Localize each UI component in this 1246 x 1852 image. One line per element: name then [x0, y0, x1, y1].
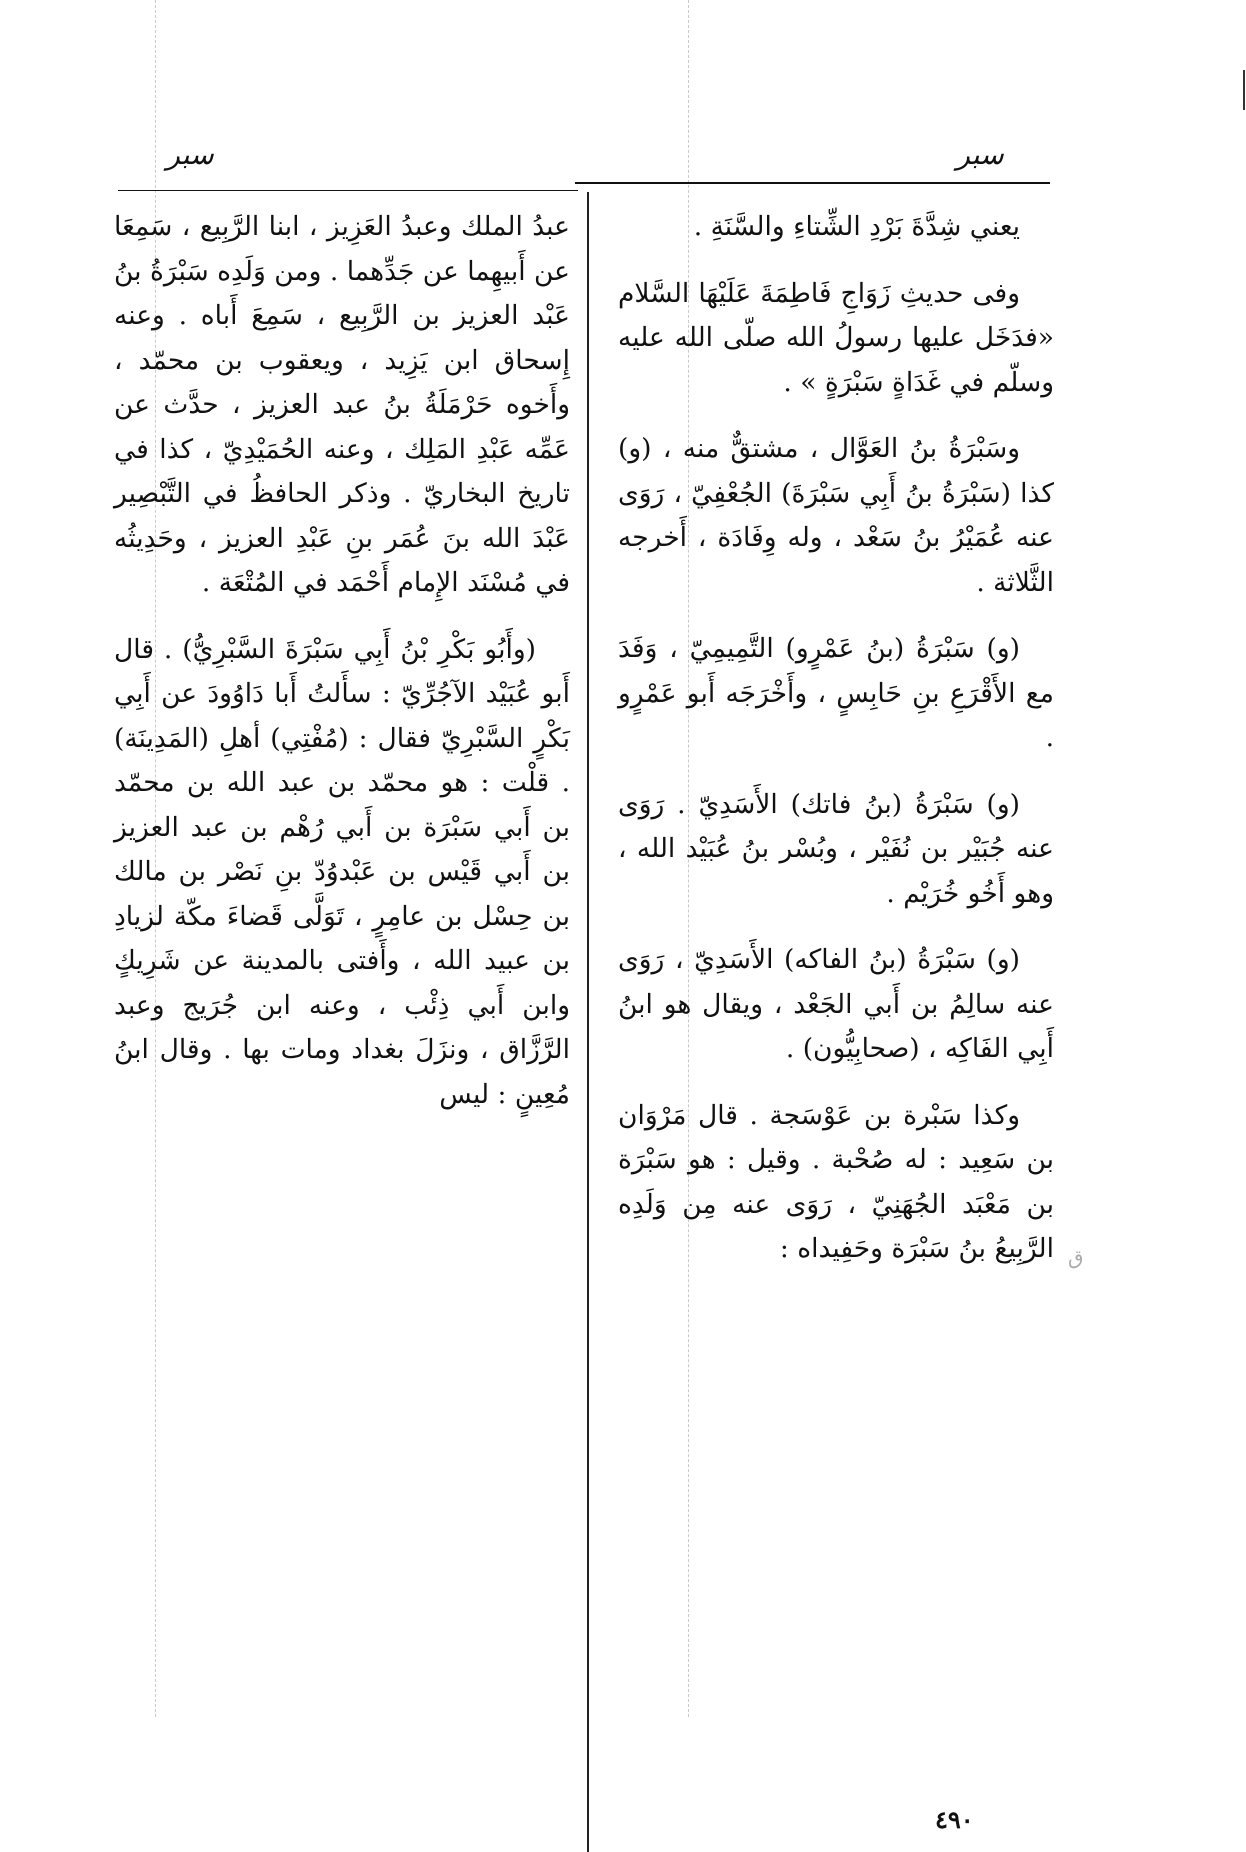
right-column	[618, 205, 1054, 1294]
paragraph: عبدُ الملك وعبدُ العَزِيز ، ابنا الرَّبِيع ، سَمِعَا عن أَبيهِما عن جَدِّهما . ومن وَلَدِه سَبْرَةُ بنُ عَبْد العزيز بن الرَّبِيع ، سَمِعَ أَباه . وعنه إِسحاق ابن يَزِيد ، ويعقوب بن محمّد ، وأَخوه حَرْمَلَةُ بنُ عبد العزيز ، حدَّث عن عَمِّه عَبْدِ المَلِك ، وعنه الحُمَيْدِيّ ، كذا في تاريخ البخاريّ . وذكر الحافظُ في التَّبْصِير عَبْدَ الله بنَ عُمَر بنِ عَبْدِ العزيز ، وحَدِيثُه في مُسْنَد الإِمام أَحْمَد في المُتْعَة .	[114, 211, 570, 598]
page-header-left: سبر	[166, 138, 214, 171]
scan-edge-mark	[1243, 70, 1245, 110]
header-rule-left	[118, 190, 578, 191]
paragraph: وكذا سَبْرة بن عَوْسَجة . قال مَرْوَان بن سَعِيد : له صُحْبة . وقيل : هو سَبْرَة بن مَعْبَد الجُهَنِيّ ، رَوَى عنه مِن وَلَدِه الرَّبِيعُ بنُ سَبْرَة وحَفِيداه :	[618, 1099, 1054, 1264]
paragraph: (و) سَبْرَةُ (بنُ فاتك) الأَسَدِيّ . رَوَى عنه جُبَيْر بن نُفَيْر ، وبُسْر بنُ عُبَيْد الله ، وهو أَخُو خُرَيْم .	[618, 788, 1054, 909]
left-column	[114, 205, 570, 1139]
paragraph: (و) سَبْرَةُ (بنُ عَمْرٍو) التَّمِيمِيّ ، وَفَدَ مع الأَقْرَعِ بنِ حَابِسٍ ، وأَخْرَجَه أَبو عَمْرٍو .	[618, 633, 1054, 753]
page-number: ٤٩٠	[935, 1805, 974, 1834]
page-header-right: سبر	[956, 138, 1004, 171]
paragraph: يعني شِدَّةَ بَرْدِ الشِّتاءِ والسَّنَةِ .	[693, 211, 1020, 242]
header-rule-right	[575, 182, 1050, 184]
paragraph: (و) سَبْرَةُ (بنُ الفاكه) الأَسَدِيّ ، رَوَى عنه سالِمُ بن أَبي الجَعْد ، ويقال هو ابنُ أَبِي الفَاكِه ، (صحابِيُّون) .	[618, 944, 1054, 1064]
column-divider	[587, 192, 589, 1852]
paragraph: (وأَبُو بَكْرِ بْنُ أَبِي سَبْرَةَ السَّبْرِيُّ) . قال أَبو عُبَيْد الآجُرِّيّ : سأَلتُ أَبا دَاوُودَ عن أَبِي بَكْرٍ السَّبْرِيّ فقال : (مُفْتِي) أهلِ (المَدِينَة) . قلْت : هو محمّد بن عبد الله بن محمّد بن أَبي سَبْرَة بن أَبي رُهْم بن عبد العزيز بن أَبي قَيْس بن عَبْدوُدّ بنِ نَصْر بن مالك بن حِسْل بن عامِرٍ ، تَوَلَّى قَضاءَ مكّة لزيادِ بن عبيد الله ، وأَفتى بالمدينة عن شَرِيكٍ وابن أَبي ذِئْب ، وعنه ابن جُرَيج وعبد الرَّزَّاق ، ونزَلَ بغداد ومات بها . وقال ابنُ مُعِينٍ : ليس	[114, 633, 570, 1110]
margin-mark: ق	[1068, 1245, 1084, 1269]
paragraph: وسَبْرَةُ بنُ العَوَّال ، مشتقٌّ منه ، (و) كذا (سَبْرَةُ بنُ أَبِي سَبْرَةَ) الجُعْفِيّ ، رَوَى عنه عُمَيْرُ بنُ سَعْد ، وله وِفَادَة ، أَخرجه الثَّلاثة .	[618, 433, 1054, 598]
paragraph: وفى حديثِ زَوَاجِ فَاطِمَةَ عَلَيْهَا السَّلام «فدَخَل عليها رسولُ الله صلّى الله عليه وسلّم في غَدَاةٍ سَبْرَةٍ » .	[618, 277, 1054, 398]
